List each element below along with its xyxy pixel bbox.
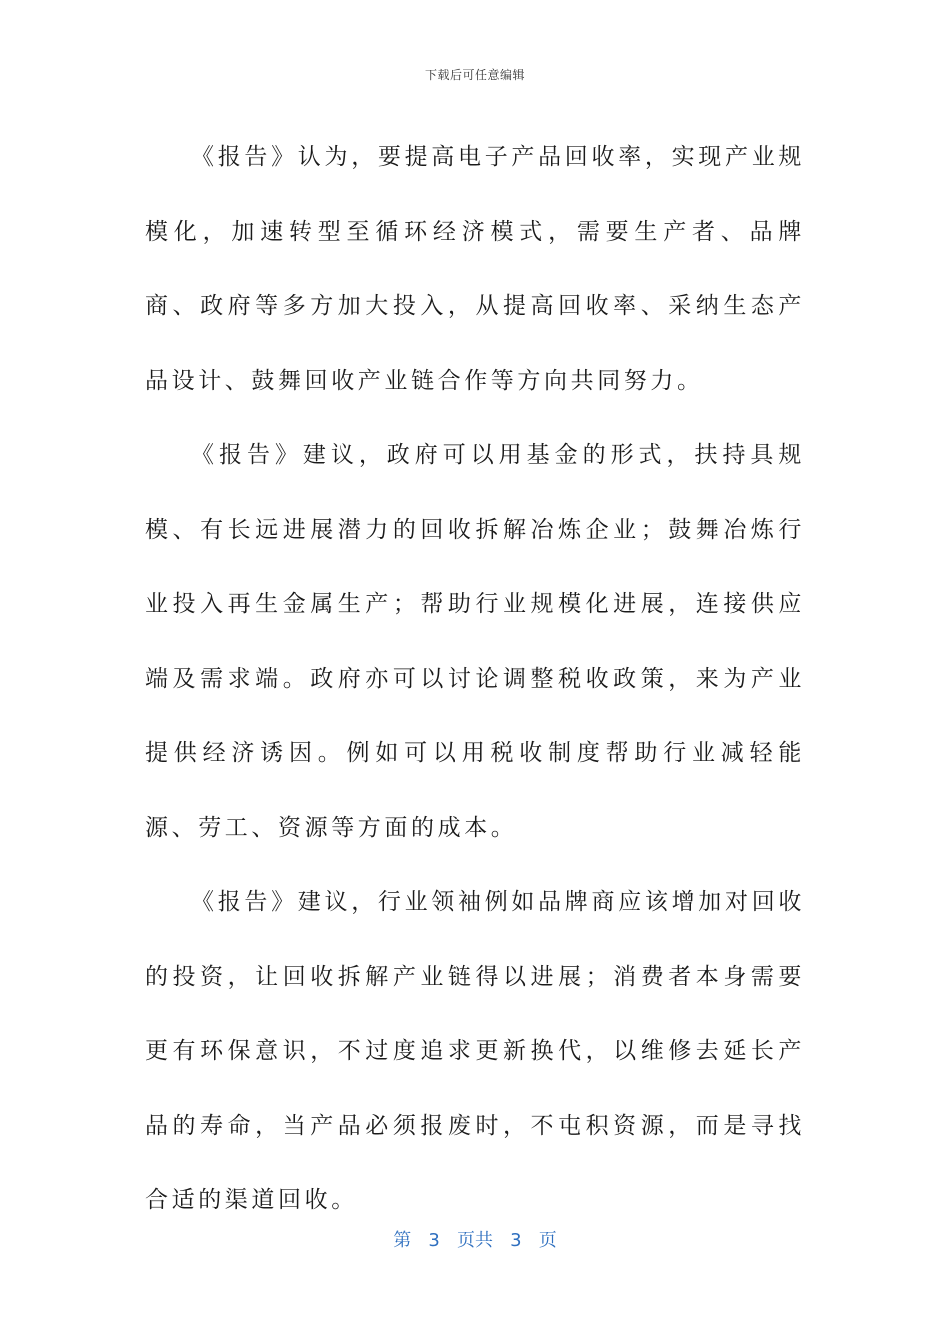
footer-middle: 页共	[457, 1230, 493, 1251]
paragraph-2: 《报告》建议，政府可以用基金的形式，扶持具规模、有长远进展潜力的回收拆解冶炼企业；鼓舞冶炼行业投入再生金属生产；帮助行业规模化进展，连接供应端及需求端。政府亦可以讨论调整税收政策，来为产业提供经济诱因。例如可以用税收制度帮助行业减轻能源、劳工、资源等方面的成本。	[145, 442, 805, 841]
body-text	[145, 120, 805, 1238]
footer-total-pages: 3	[510, 1230, 522, 1251]
footer-current-page: 3	[428, 1230, 440, 1251]
page-footer	[0, 1226, 950, 1252]
paragraph-3: 《报告》建议，行业领袖例如品牌商应该增加对回收的投资，让回收拆解产业链得以进展；消费者本身需要更有环保意识，不过度追求更新换代，以维修去延长产品的寿命，当产品必须报废时，不屯积资源，而是寻找合适的渠道回收。	[145, 889, 805, 1213]
paragraph-1: 《报告》认为，要提高电子产品回收率，实现产业规模化，加速转型至循环经济模式，需要生产者、品牌商、政府等多方加大投入，从提高回收率、采纳生态产品设计、鼓舞回收产业链合作等方向共同努力。	[145, 144, 805, 394]
footer-suffix: 页	[538, 1230, 557, 1251]
footer-prefix: 第	[393, 1230, 412, 1251]
header-note: 下载后可任意编辑	[424, 68, 525, 82]
